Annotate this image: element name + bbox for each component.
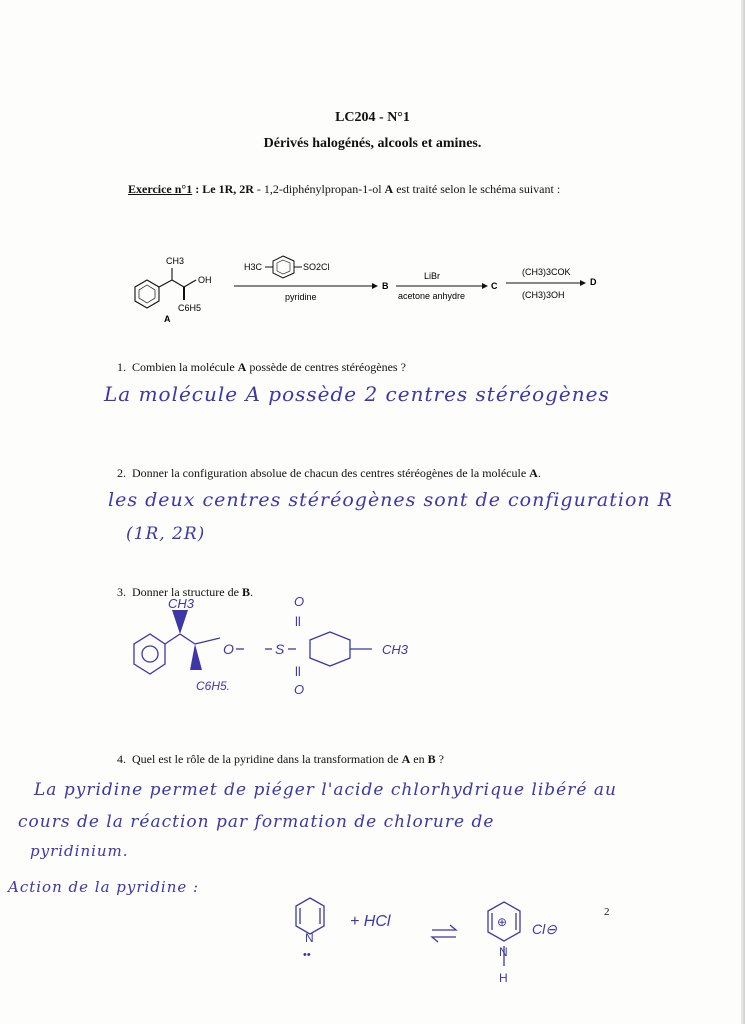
- question-2-number: 2.: [117, 466, 126, 480]
- page-subtitle: Dérivés halogénés, alcools et amines.: [263, 136, 482, 151]
- exercise-intro: [128, 182, 560, 197]
- reagent-2: LiBr: [424, 271, 441, 281]
- answer-4-line-3: pyridinium.: [30, 842, 129, 860]
- hydroxyl-label: OH: [198, 275, 212, 285]
- pyridine-nitrogen: N: [305, 931, 314, 945]
- hand-oxygen-bottom: O: [294, 682, 305, 697]
- cation-nitrogen: N: [499, 945, 508, 959]
- intro-compound-name: - 1,2-diphénylpropan-1-ol: [253, 182, 385, 196]
- hand-oxygen-link: O: [223, 641, 234, 657]
- question-2: [117, 466, 541, 481]
- question-4-bold-a: A: [401, 752, 411, 766]
- hand-tolyl-ring: [310, 632, 350, 666]
- question-4-bold-b: B: [427, 752, 436, 766]
- hand-double-bond-bottom: ll: [295, 664, 301, 679]
- cation-charge: ⊕: [497, 915, 508, 929]
- question-2-bold: A: [529, 466, 538, 480]
- equilibrium-arrows: ⇌: [432, 954, 433, 955]
- hand-benzene-inner: [142, 646, 158, 662]
- cation-hydrogen: H: [499, 971, 508, 985]
- intro-colon: : Le: [192, 182, 219, 196]
- solvent-2: acetone anhydre: [398, 291, 466, 301]
- bond-c-c: [172, 280, 184, 287]
- compound-A-label: A: [164, 314, 171, 324]
- hand-sulfur: S: [275, 641, 285, 657]
- hand-phenyl: C6H5.: [196, 679, 231, 693]
- bond-ph-c1: [159, 280, 172, 287]
- phenyl-label: C6H5: [178, 303, 202, 313]
- methyl-label: CH3: [166, 256, 185, 266]
- question-4-number: 4.: [117, 752, 126, 766]
- question-1-text: Combien la molécule: [132, 360, 238, 374]
- question-3-text: Donner la structure de: [132, 585, 242, 599]
- reagent-3: (CH3)3COK: [522, 267, 571, 277]
- answer-4-line-2: cours de la réaction par formation de chlorure de: [18, 812, 495, 832]
- answer-2-line-1: les deux centres stéréogènes sont de configuration R: [108, 489, 673, 511]
- wedge-methyl: [172, 610, 188, 634]
- page-edge-shadow: [741, 0, 745, 1024]
- question-4-text-end: ?: [435, 752, 444, 766]
- hand-benzene-ring: [134, 634, 165, 674]
- solvent-3: (CH3)3OH: [522, 290, 565, 300]
- hand-methyl: CH3: [168, 596, 195, 611]
- question-1: [117, 360, 406, 375]
- question-2-text: Donner la configuration absolue de chacun des centres stéréogènes de la molécule: [132, 466, 530, 480]
- answer-1: La molécule A possède 2 centres stéréogènes: [104, 382, 610, 406]
- question-4-mid: en: [410, 752, 428, 766]
- bond-c-oh: [184, 280, 196, 287]
- course-code: LC204 - N°1: [335, 110, 410, 125]
- plus-hcl: + HCl: [350, 913, 391, 930]
- question-1-number: 1.: [117, 360, 126, 374]
- intro-compound-label: A: [384, 182, 394, 196]
- answer-3-structure: [120, 592, 450, 700]
- tosyl-methyl: H3C: [244, 262, 263, 272]
- chloride-anion: Cl⊖: [532, 921, 557, 937]
- question-1-bold: A: [237, 360, 247, 374]
- question-3-number: 3.: [117, 585, 126, 599]
- question-4: [117, 752, 444, 767]
- hand-tolyl-methyl: CH3: [382, 642, 409, 657]
- question-3-text-end: .: [249, 585, 253, 599]
- compound-C-label: C: [491, 281, 498, 291]
- hand-double-bond-top: ll: [295, 614, 301, 629]
- intro-rest: est traité selon le schéma suivant :: [393, 182, 561, 196]
- intro-stereo: 1R, 2R: [218, 182, 254, 196]
- exercise-label: Exercice n°1: [128, 182, 193, 196]
- question-2-text-end: .: [537, 466, 541, 480]
- compound-D-label: D: [590, 277, 597, 287]
- compound-B-label: B: [382, 281, 389, 291]
- lone-pair: ••: [303, 949, 311, 961]
- wedge-phenyl: [190, 644, 202, 670]
- benzene-ring-A: [135, 280, 159, 308]
- sulfonyl-chloride: SO2Cl: [303, 262, 330, 272]
- answer-2-line-2: (1R, 2R): [126, 524, 206, 544]
- hand-oxygen-top: O: [294, 594, 305, 609]
- solvent-1: pyridine: [285, 292, 317, 302]
- action-label: Action de la pyridine :: [8, 878, 200, 896]
- pyridine-equation: [280, 888, 580, 1000]
- benzene-ring-tosyl: [273, 256, 294, 278]
- question-4-text: Quel est le rôle de la pyridine dans la transformation de: [132, 752, 402, 766]
- reaction-scheme: [120, 250, 620, 330]
- question-1-text-end: possède de centres stéréogènes ?: [246, 360, 406, 374]
- benzene-inner-A: [139, 285, 155, 303]
- page-number: 2: [604, 906, 610, 918]
- answer-4-line-1: La pyridine permet de piéger l'acide chlorhydrique libéré au: [34, 780, 617, 800]
- question-3-bold: B: [241, 585, 250, 599]
